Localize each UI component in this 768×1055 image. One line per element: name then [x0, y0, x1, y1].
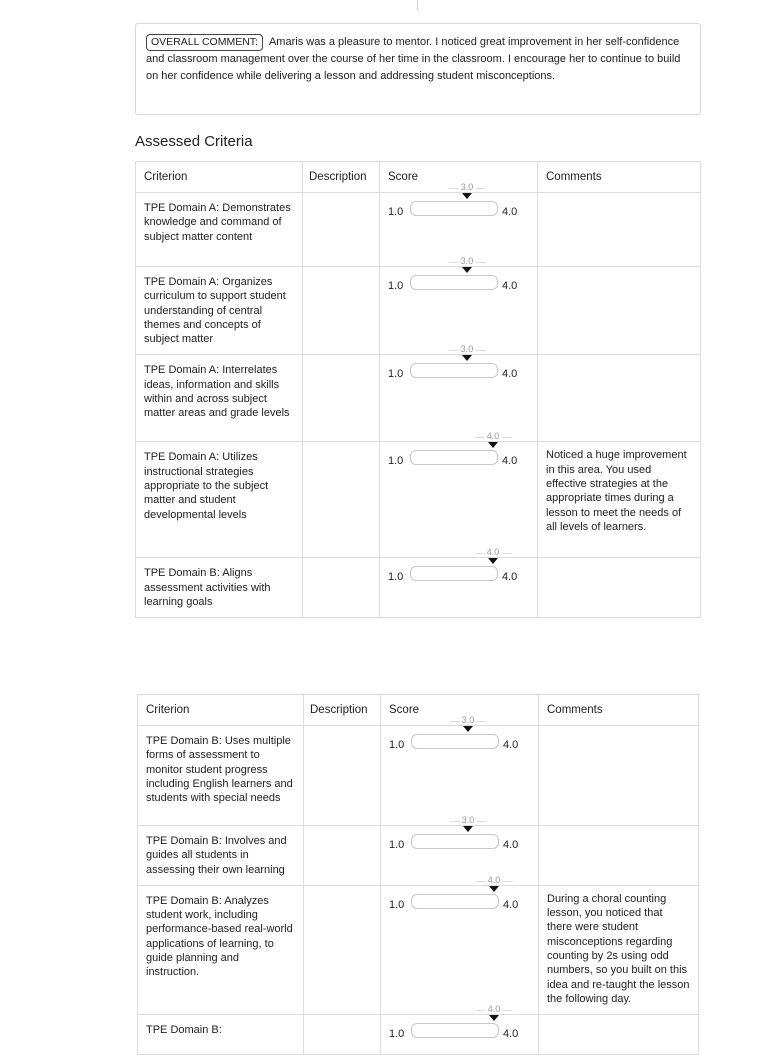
criterion-text: TPE Domain B: Analyzes student work, including performance-based real-world applications of learning, to guide planning and instruction.: [146, 894, 293, 979]
header-criterion: Criterion: [138, 695, 304, 726]
header-comments: Comments: [538, 162, 701, 193]
criterion-cell: [138, 726, 304, 826]
criterion-cell: [136, 267, 303, 355]
score-min-label: 1.0: [389, 898, 405, 911]
page-divider: [417, 0, 418, 11]
criterion-cell: [138, 826, 304, 886]
comment-text: [538, 193, 700, 205]
score-slider[interactable]: [411, 715, 499, 749]
header-score: Score: [381, 695, 539, 726]
slider-thumb-icon[interactable]: [488, 558, 498, 564]
score-min-label: 1.0: [388, 206, 404, 218]
score-cell: [380, 182, 538, 267]
header-description: Description: [304, 695, 381, 726]
comment-cell: [539, 1014, 699, 1054]
score-slider[interactable]: [410, 182, 498, 216]
score-value-label: 4.0: [486, 431, 500, 442]
score-cell: [380, 344, 538, 442]
score-max-label: 4.0: [502, 571, 518, 584]
score-slider[interactable]: [411, 874, 501, 909]
header-criterion: Criterion: [136, 162, 303, 193]
score-min-label: 1.0: [389, 839, 405, 851]
score-cell: [380, 547, 538, 618]
criterion-text: TPE Domain A: Utilizes instructional strategies appropriate to the subject matter and student developmental levels: [144, 451, 269, 521]
score-cell: [381, 874, 539, 1014]
criterion-text: TPE Domain B: Aligns assessment activities with learning goals: [144, 567, 271, 609]
comment-cell: [538, 193, 701, 267]
criterion-cell: [138, 1014, 304, 1054]
score-slider[interactable]: [410, 256, 498, 290]
comment-text: [539, 1015, 698, 1027]
criterion-text: TPE Domain A: Organizes curriculum to support student understanding of central themes and concepts of subject matter: [144, 276, 286, 346]
header-description: Description: [303, 162, 380, 193]
score-max-label: 4.0: [502, 455, 518, 468]
overall-comment-box: [135, 23, 701, 115]
slider-thumb-icon[interactable]: [462, 355, 472, 361]
score-min-label: 1.0: [388, 455, 404, 468]
description-cell: [304, 1014, 381, 1054]
description-cell: [303, 267, 380, 355]
score-value-label: 3.0: [461, 815, 475, 825]
criterion-row: [136, 355, 701, 442]
score-min-label: 1.0: [388, 571, 404, 584]
criterion-text: TPE Domain B:: [146, 1023, 222, 1036]
description-cell: [304, 826, 381, 886]
comment-text: [539, 726, 698, 738]
description-cell: [303, 355, 380, 442]
score-slider[interactable]: [410, 431, 500, 465]
slider-thumb-icon[interactable]: [489, 886, 499, 892]
score-cell: [381, 1003, 539, 1054]
slider-thumb-icon[interactable]: [489, 1015, 499, 1021]
score-max-label: 4.0: [502, 206, 518, 218]
slider-thumb-icon[interactable]: [463, 726, 473, 732]
description-cell: [303, 558, 380, 618]
comment-cell: [538, 558, 701, 618]
score-value-label: 3.0: [460, 256, 474, 266]
comment-text: During a choral counting lesson, you noticed that there were student misconceptions regarding counting by 2s using odd numbers, so you built on this idea and re-taught the lesson the following day.: [547, 892, 690, 1005]
comment-text: [538, 355, 700, 367]
criterion-row: [138, 885, 699, 1014]
score-value-label: 4.0: [486, 547, 500, 558]
score-value-label: 3.0: [461, 715, 475, 725]
score-cell: [380, 256, 538, 355]
score-value-label: 3.0: [460, 182, 474, 192]
criterion-row: [136, 558, 701, 618]
score-cell: [380, 431, 538, 558]
score-max-label: 4.0: [503, 1027, 519, 1040]
header-score: Score: [380, 162, 538, 193]
criterion-row: [138, 826, 699, 886]
criteria-table-1: [135, 161, 701, 618]
score-cell: [381, 715, 539, 826]
criterion-text: TPE Domain B: Uses multiple forms of assessment to monitor student progress including English learners and students with special needs: [146, 735, 293, 805]
criterion-text: TPE Domain A: Demonstrates knowledge and command of subject matter content: [144, 202, 291, 243]
score-min-label: 1.0: [389, 1027, 405, 1040]
slider-thumb-icon[interactable]: [462, 267, 472, 273]
slider-thumb-icon[interactable]: [463, 826, 473, 832]
criterion-cell: [136, 193, 303, 267]
page-break: [0, 626, 768, 686]
score-min-label: 1.0: [388, 280, 404, 292]
description-cell: [303, 442, 380, 558]
header-comments: Comments: [539, 695, 699, 726]
score-max-label: 4.0: [503, 739, 519, 751]
criterion-row: [136, 442, 701, 558]
comment-text: [538, 267, 700, 279]
score-max-label: 4.0: [502, 368, 518, 381]
comment-text: [539, 826, 698, 838]
description-cell: [304, 726, 381, 826]
criteria-table-2: [137, 694, 699, 1055]
score-slider[interactable]: [411, 1003, 501, 1038]
criterion-cell: [138, 885, 304, 1014]
description-cell: [303, 193, 380, 267]
slider-thumb-icon[interactable]: [462, 193, 472, 199]
score-slider[interactable]: [410, 344, 498, 378]
comment-cell: [538, 267, 701, 355]
criterion-row: [138, 1014, 699, 1054]
score-cell: [381, 815, 539, 886]
criterion-row: [136, 267, 701, 355]
criterion-text: TPE Domain A: Interrelates ideas, information and skills within and across subject matter areas and grade levels: [144, 364, 290, 420]
section-title: Assessed Criteria: [135, 133, 253, 150]
criterion-text: TPE Domain B: Involves and guides all students in assessing their own learning: [146, 835, 287, 876]
comment-cell: [538, 442, 701, 558]
score-slider[interactable]: [411, 815, 499, 849]
score-max-label: 4.0: [503, 898, 519, 911]
score-min-label: 1.0: [389, 739, 405, 751]
comment-text: Noticed a huge improvement in this area. You used effective strategies at the appropriate times during a lesson to meet the needs of all levels of learners.: [546, 449, 687, 533]
description-cell: [304, 885, 381, 1014]
overall-comment-tag: OVERALL COMMENT:: [146, 34, 263, 51]
comment-text: [538, 558, 700, 570]
score-min-label: 1.0: [388, 368, 404, 381]
score-slider[interactable]: [410, 547, 500, 581]
score-value-label: 4.0: [487, 874, 501, 885]
comment-cell: [539, 826, 699, 886]
criterion-cell: [136, 355, 303, 442]
criterion-row: [138, 726, 699, 826]
criterion-cell: [136, 442, 303, 558]
slider-thumb-icon[interactable]: [488, 442, 498, 448]
comment-cell: [538, 355, 701, 442]
score-value-label: 4.0: [487, 1003, 501, 1014]
criterion-cell: [136, 558, 303, 618]
comment-cell: [539, 885, 699, 1014]
comment-cell: [539, 726, 699, 826]
score-value-label: 3.0: [460, 344, 474, 355]
score-max-label: 4.0: [502, 280, 518, 292]
criterion-row: [136, 193, 701, 267]
score-max-label: 4.0: [503, 839, 519, 851]
overall-comment-text: Amaris was a pleasure to mentor. I noticed great improvement in her self-confidence and classroom management over the course of her time in the classroom. I encourage her to continue to build on her confidence while delivering a lesson and addressing student misconceptions.: [146, 36, 681, 82]
